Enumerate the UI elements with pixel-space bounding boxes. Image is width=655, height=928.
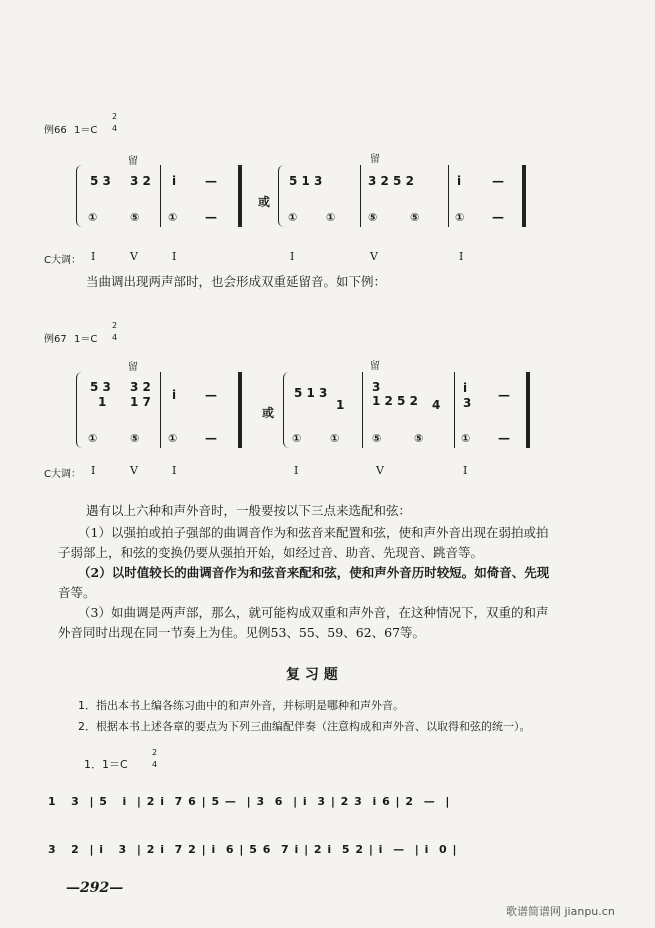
- example-67-m1b-upper: 3 2: [130, 380, 151, 394]
- example-67-alt-circ-dash: —: [498, 431, 510, 445]
- example-67-alt-m1-lower: 1: [336, 398, 345, 412]
- example-66-key: 1＝C: [74, 125, 98, 136]
- example-67-alt-m1-upper: 5 1 3: [294, 386, 328, 400]
- example-67-alt-end-barline: [526, 372, 530, 448]
- example-67-m1b-lower: 1 7: [130, 395, 151, 409]
- example-66-chord-2: V: [130, 250, 138, 263]
- example-66-chord-4: I: [290, 250, 295, 263]
- example-67-barline: [160, 372, 161, 448]
- example-66-circ-dash: —: [205, 210, 217, 224]
- example-66-alt-end-barline: [522, 165, 526, 227]
- example-66-alt-circ-1c: ①: [455, 211, 465, 224]
- example-67-or-word: 或: [262, 406, 275, 420]
- example-67-time-num: 2: [112, 321, 118, 330]
- example-67-hold-mark-1: 留: [128, 362, 138, 373]
- example-67-time-den: 4: [112, 333, 118, 342]
- example-67-alt-m2-lower-b: 4: [432, 398, 441, 412]
- example-66-time-num: 2: [112, 112, 118, 121]
- example-66-alt-m1: 5 1 3: [289, 174, 323, 188]
- rule-2-line-1: （2）以时值较长的曲调音作为和弦音来配和弦，使和声外音历时较短。如倚音、先现: [78, 565, 550, 580]
- example-66-end-barline: [238, 165, 242, 227]
- example-67-hold-mark-2: 留: [370, 361, 380, 372]
- example-66-m2-dash: —: [205, 174, 217, 188]
- example-67-chord-3: I: [172, 464, 177, 477]
- example-67-key: 1＝C: [74, 334, 98, 345]
- example-66-chord-label: C大调：: [44, 255, 81, 266]
- example-66-chord-5: V: [370, 250, 378, 263]
- example-67-alt-m3-upper: i: [463, 381, 468, 395]
- example-67-end-barline: [238, 372, 242, 448]
- example-66-circ-1b: ①: [168, 211, 178, 224]
- example-66-circ-5a: ⑤: [130, 211, 140, 224]
- example-67-alt-circ-5a: ⑤: [372, 432, 382, 445]
- example-67-chord-2: V: [130, 464, 138, 477]
- example-67-alt-m2-lower: 1 2 5 2: [372, 394, 418, 408]
- rules-intro: 遇有以上六种和声外音时，一般要按以下三点来选配和弦：: [86, 503, 412, 518]
- rule-2-line-2: 音等。: [58, 585, 96, 600]
- review-title: 复 习 题: [286, 667, 338, 683]
- example-67-alt-circ-1a: ①: [292, 432, 302, 445]
- example-66-label: 例66: [44, 125, 67, 136]
- example-66-chord-6: I: [459, 250, 464, 263]
- example-66-barline: [160, 165, 161, 227]
- example-67-brace-right: [283, 372, 289, 448]
- example-66-m1b-notes: 3 2: [130, 174, 151, 188]
- example-66-alt-circ-1a: ①: [288, 211, 298, 224]
- review-question-1: 1．指出本书上编各练习曲中的和声外音，并标明是哪种和声外音。: [78, 699, 404, 712]
- example-66-circ-1a: ①: [88, 211, 98, 224]
- example-67-alt-barline-2: [454, 372, 455, 448]
- example-66-m1-notes: 5 3: [90, 174, 111, 188]
- example-67-chord-6: I: [463, 464, 468, 477]
- example-67-circ-5a: ⑤: [130, 432, 140, 445]
- example-67-alt-m2-upper: 3: [372, 380, 381, 394]
- example-66-alt-dash: —: [492, 174, 504, 188]
- example-67-m2-note: i: [172, 388, 177, 402]
- example-66-alt-circ-1b: ①: [326, 211, 336, 224]
- example-66-alt-circ-dash: —: [492, 210, 504, 224]
- example-66-chord-3: I: [172, 250, 177, 263]
- example-66-hold-mark-2: 留: [370, 154, 380, 165]
- exercise-time-den: 4: [152, 760, 158, 769]
- example-67-alt-circ-1c: ①: [461, 432, 471, 445]
- example-67-alt-circ-5b: ⑤: [414, 432, 424, 445]
- example-66-brace-right: [278, 165, 284, 227]
- exercise-line-2: 3 2 | i 3 | 2 i 7 2 | i 6 | 5 6 7 i | 2 i 5 2 | i — | i 0 |: [48, 843, 458, 856]
- example-67-chord-5: V: [376, 464, 384, 477]
- exercise-line-1: 1 3 | 5 i | 2 i 7 6 | 5 — | 3 6 | i 3 | 2 3 i 6 | 2 — |: [48, 795, 451, 808]
- watermark: 歌谱简谱网 jianpu.cn: [506, 905, 615, 918]
- example-67-brace-left: [76, 372, 82, 448]
- example-67-circ-dash: —: [205, 431, 217, 445]
- example-66-or-word: 或: [258, 195, 271, 209]
- example-67-m2-dash: —: [205, 388, 217, 402]
- rule-3-line-1: （3）如曲调是两声部，那么，就可能构成双重和声外音，在这种情况下，双重的和声: [78, 605, 549, 620]
- example-66-chord-1: I: [91, 250, 96, 263]
- page-number: —292—: [66, 880, 124, 896]
- example-66-brace-left: [76, 165, 82, 227]
- review-question-2: 2．根据本书上述各章的要点为下列三曲编配伴奏（注意构成和声外音、以取得和弦的统一）。: [78, 720, 531, 733]
- example-67-m1-lower: 1: [98, 395, 107, 409]
- example-66-time-den: 4: [112, 124, 118, 133]
- example-67-alt-m3-lower: 3: [463, 396, 472, 410]
- example-66-alt-barline-1: [360, 165, 361, 227]
- example-66-alt-m3: i: [457, 174, 462, 188]
- example-67-m1-upper: 5 3: [90, 380, 111, 394]
- example-67-chord-label: C大调：: [44, 469, 81, 480]
- rule-3-line-2: 外音同时出现在同一节奏上为佳。见例53、55、59、62、67等。: [58, 625, 426, 640]
- example-67-alt-circ-1b: ①: [330, 432, 340, 445]
- example-66-alt-barline-2: [448, 165, 449, 227]
- example-67-label: 例67: [44, 334, 67, 345]
- rule-1-line-1: （1）以强拍或拍子强部的曲调音作为和弦音来配置和弦，使和声外音出现在弱拍或拍: [78, 525, 549, 540]
- example-67-alt-dash: —: [498, 388, 510, 402]
- paragraph-two-voices: 当曲调出现两声部时，也会形成双重延留音。如下例：: [86, 274, 387, 289]
- exercise-time-num: 2: [152, 748, 158, 757]
- example-66-hold-mark-1: 留: [128, 156, 138, 167]
- rule-1-line-2: 子弱部上，和弦的变换仍要从强拍开始，如经过音、助音、先现音、跳音等。: [58, 545, 484, 560]
- example-66-alt-circ-5a: ⑤: [368, 211, 378, 224]
- example-66-m2-note: i: [172, 174, 177, 188]
- example-67-circ-1a: ①: [88, 432, 98, 445]
- example-67-circ-1b: ①: [168, 432, 178, 445]
- example-66-alt-m2: 3 2 5 2: [368, 174, 414, 188]
- example-67-alt-barline-1: [362, 372, 363, 448]
- example-66-alt-circ-5b: ⑤: [410, 211, 420, 224]
- exercise-piece-heading: 1．1＝C: [84, 758, 128, 771]
- example-67-chord-4: I: [294, 464, 299, 477]
- example-67-chord-1: I: [91, 464, 96, 477]
